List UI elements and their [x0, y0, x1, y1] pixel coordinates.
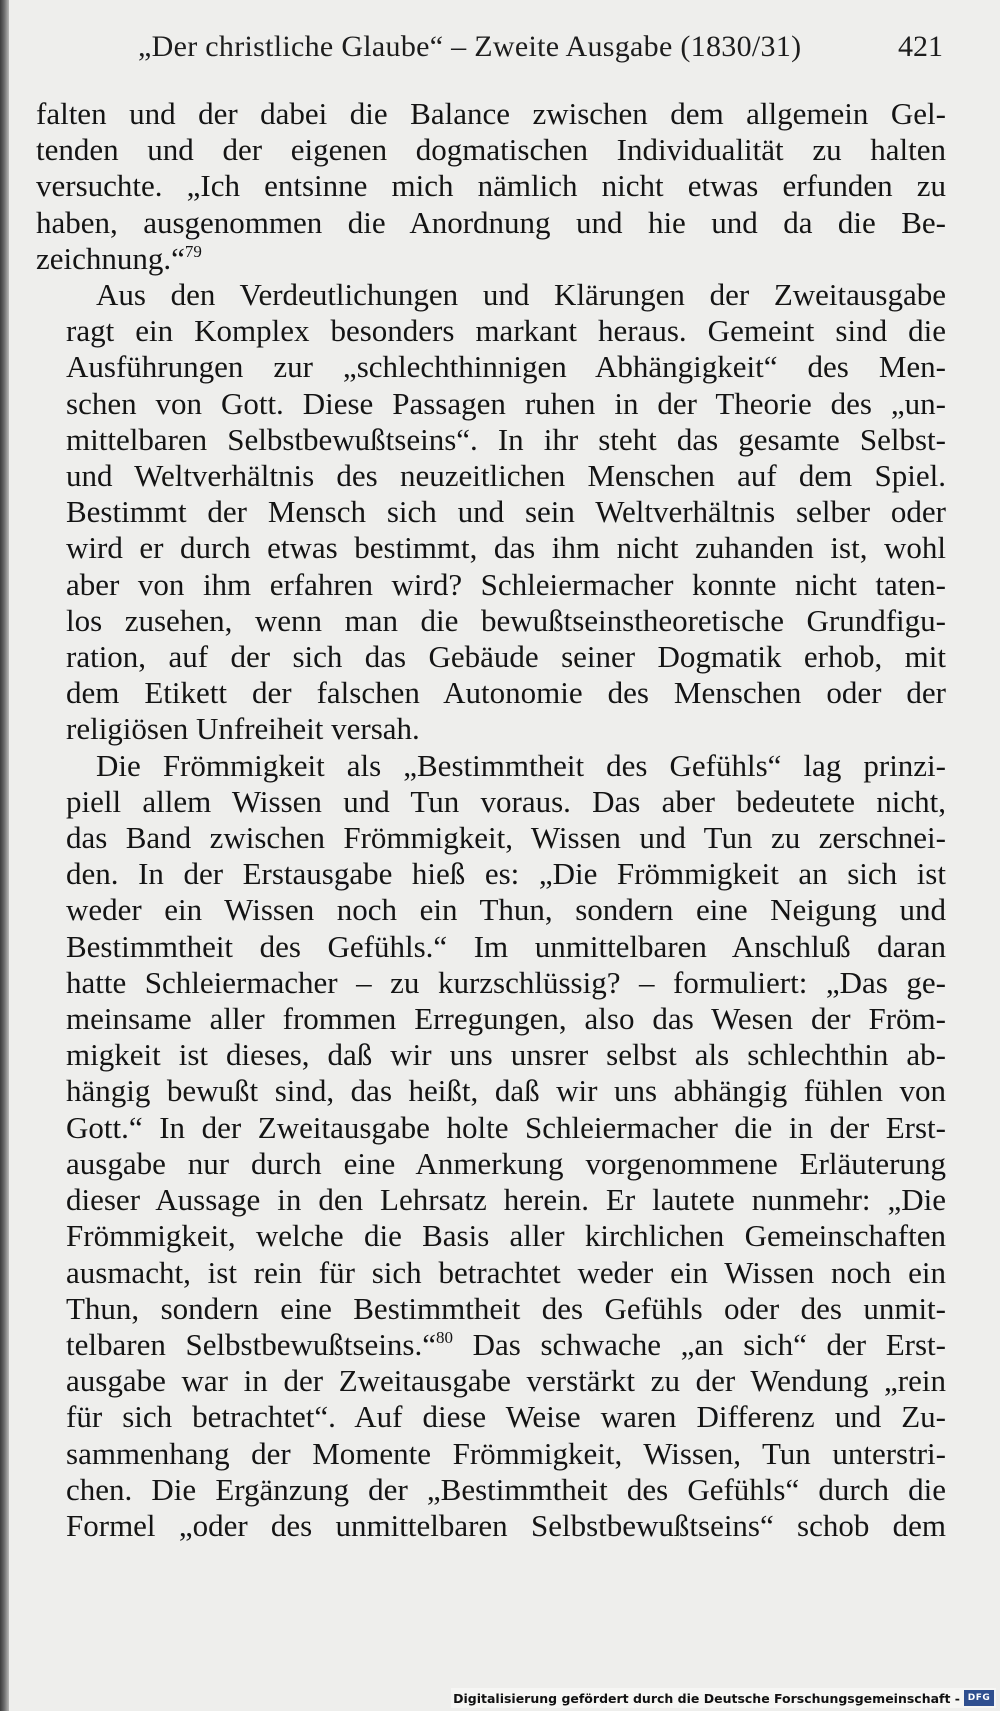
text-line: sammenhang der Momente Frömmigkeit, Wissen, Tun unterstri-: [66, 1435, 946, 1471]
text-line: ausgabe nur durch eine Anmerkung vorgenommene Erläuterung: [66, 1145, 946, 1181]
text-line: Ausführungen zur „schlechthinnigen Abhängigkeit“ des Men-: [66, 349, 946, 385]
running-head: [138, 30, 943, 70]
dfg-logo-text: DFG: [967, 1693, 991, 1703]
text-line: dieser Aussage in den Lehrsatz herein. Er lautete nunmehr: „Die: [66, 1182, 946, 1218]
text-line: meinsame aller frommen Erregungen, also das Wesen der Fröm-: [66, 1001, 946, 1037]
text-line: für sich betrachtet“. Auf diese Weise waren Differenz und Zu-: [66, 1399, 946, 1435]
text-line: Bestimmt der Mensch sich und sein Weltverhältnis selber oder: [66, 494, 946, 530]
text-line: zeichnung.“$^{79}$: [36, 240, 202, 276]
body-text: [36, 96, 946, 1544]
text-line: Aus den Verdeutlichungen und Klärungen der Zweitausgabe: [96, 277, 946, 313]
digitization-credit: [451, 1688, 996, 1708]
text-line: Bestimmtheit des Gefühls.“ Im unmittelbaren Anschluß daran: [66, 928, 946, 964]
text-line: migkeit ist dieses, daß wir uns unsrer selbst als schlechthin ab-: [66, 1037, 946, 1073]
text-line: piell allem Wissen und Tun voraus. Das aber bedeutete nicht,: [66, 783, 946, 819]
text-line: ragt ein Komplex besonders markant heraus. Gemeint sind die: [66, 313, 946, 349]
text-line: weder ein Wissen noch ein Thun, sondern eine Neigung und: [66, 892, 946, 928]
book-spine-shadow: [0, 0, 9, 1711]
page-number: 421: [898, 30, 943, 63]
text-line: falten und der dabei die Balance zwischen dem allgemein Gel-: [36, 96, 946, 131]
text-line: hatte Schleiermacher – zu kurzschlüssig? – formuliert: „Das ge-: [66, 964, 946, 1000]
footnote-marker[interactable]: 80: [436, 1327, 454, 1347]
text-line: tenden und der eigenen dogmatischen Individualität zu halten: [36, 132, 946, 168]
text-line: haben, ausgenommen die Anordnung und hie und da die Be-: [36, 204, 946, 240]
paragraph: [36, 96, 946, 277]
footnote-marker[interactable]: 79: [184, 241, 202, 261]
text-line: aber von ihm erfahren wird? Schleiermacher konnte nicht taten-: [66, 566, 946, 602]
text-line: religiösen Unfreiheit versah.: [66, 711, 420, 747]
dfg-logo: [964, 1690, 994, 1706]
text-line: schen von Gott. Diese Passagen ruhen in der Theorie des „un-: [66, 385, 946, 421]
text-line: den. In der Erstausgabe hieß es: „Die Frömmigkeit an sich ist: [66, 856, 946, 892]
text-line: Formel „oder des unmittelbaren Selbstbewußtseins“ schob dem: [66, 1507, 946, 1543]
text-line: das Band zwischen Frömmigkeit, Wissen und Tun zu zerschnei-: [66, 820, 946, 856]
paragraph: [36, 277, 946, 748]
text-line: hängig bewußt sind, das heißt, daß wir uns abhängig fühlen von: [66, 1073, 946, 1109]
text-line: wird er durch etwas bestimmt, das ihm nicht zuhanden ist, wohl: [66, 530, 946, 566]
text-line: dem Etikett der falschen Autonomie des Menschen oder der: [66, 675, 946, 711]
text-line: ausmacht, ist rein für sich betrachtet weder ein Wissen noch ein: [66, 1254, 946, 1290]
text-line: telbaren Selbstbewußtseins.“$^{80}$ Das schwache „an sich“ der Erst-: [66, 1326, 946, 1362]
credit-text: Digitalisierung gefördert durch die Deutsche Forschungsgemeinschaft -: [453, 1690, 960, 1706]
text-line: ausgabe war in der Zweitausgabe verstärkt zu der Wendung „rein: [66, 1363, 946, 1399]
text-line: mittelbaren Selbstbewußtseins“. In ihr steht das gesamte Selbst-: [66, 421, 946, 457]
text-line: ration, auf der sich das Gebäude seiner Dogmatik erhob, mit: [66, 639, 946, 675]
text-line: Die Frömmigkeit als „Bestimmtheit des Gefühls“ lag prinzi-: [96, 747, 946, 783]
text-line: und Weltverhältnis des neuzeitlichen Menschen auf dem Spiel.: [66, 458, 946, 494]
text-line: versuchte. „Ich entsinne mich nämlich nicht etwas erfunden zu: [36, 168, 946, 204]
text-line: Thun, sondern eine Bestimmtheit des Gefühls oder des unmit-: [66, 1290, 946, 1326]
text-line: Frömmigkeit, welche die Basis aller kirchlichen Gemeinschaften: [66, 1218, 946, 1254]
text-line: los zusehen, wenn man die bewußtseinstheoretische Grundfigu-: [66, 602, 946, 638]
running-title: „Der christliche Glaube“ – Zweite Ausgabe (1830/31): [138, 30, 802, 63]
text-line: chen. Die Ergänzung der „Bestimmtheit des Gefühls“ durch die: [66, 1471, 946, 1507]
text-line: Gott.“ In der Zweitausgabe holte Schleiermacher die in der Erst-: [66, 1109, 946, 1145]
paragraph: [36, 748, 946, 1544]
